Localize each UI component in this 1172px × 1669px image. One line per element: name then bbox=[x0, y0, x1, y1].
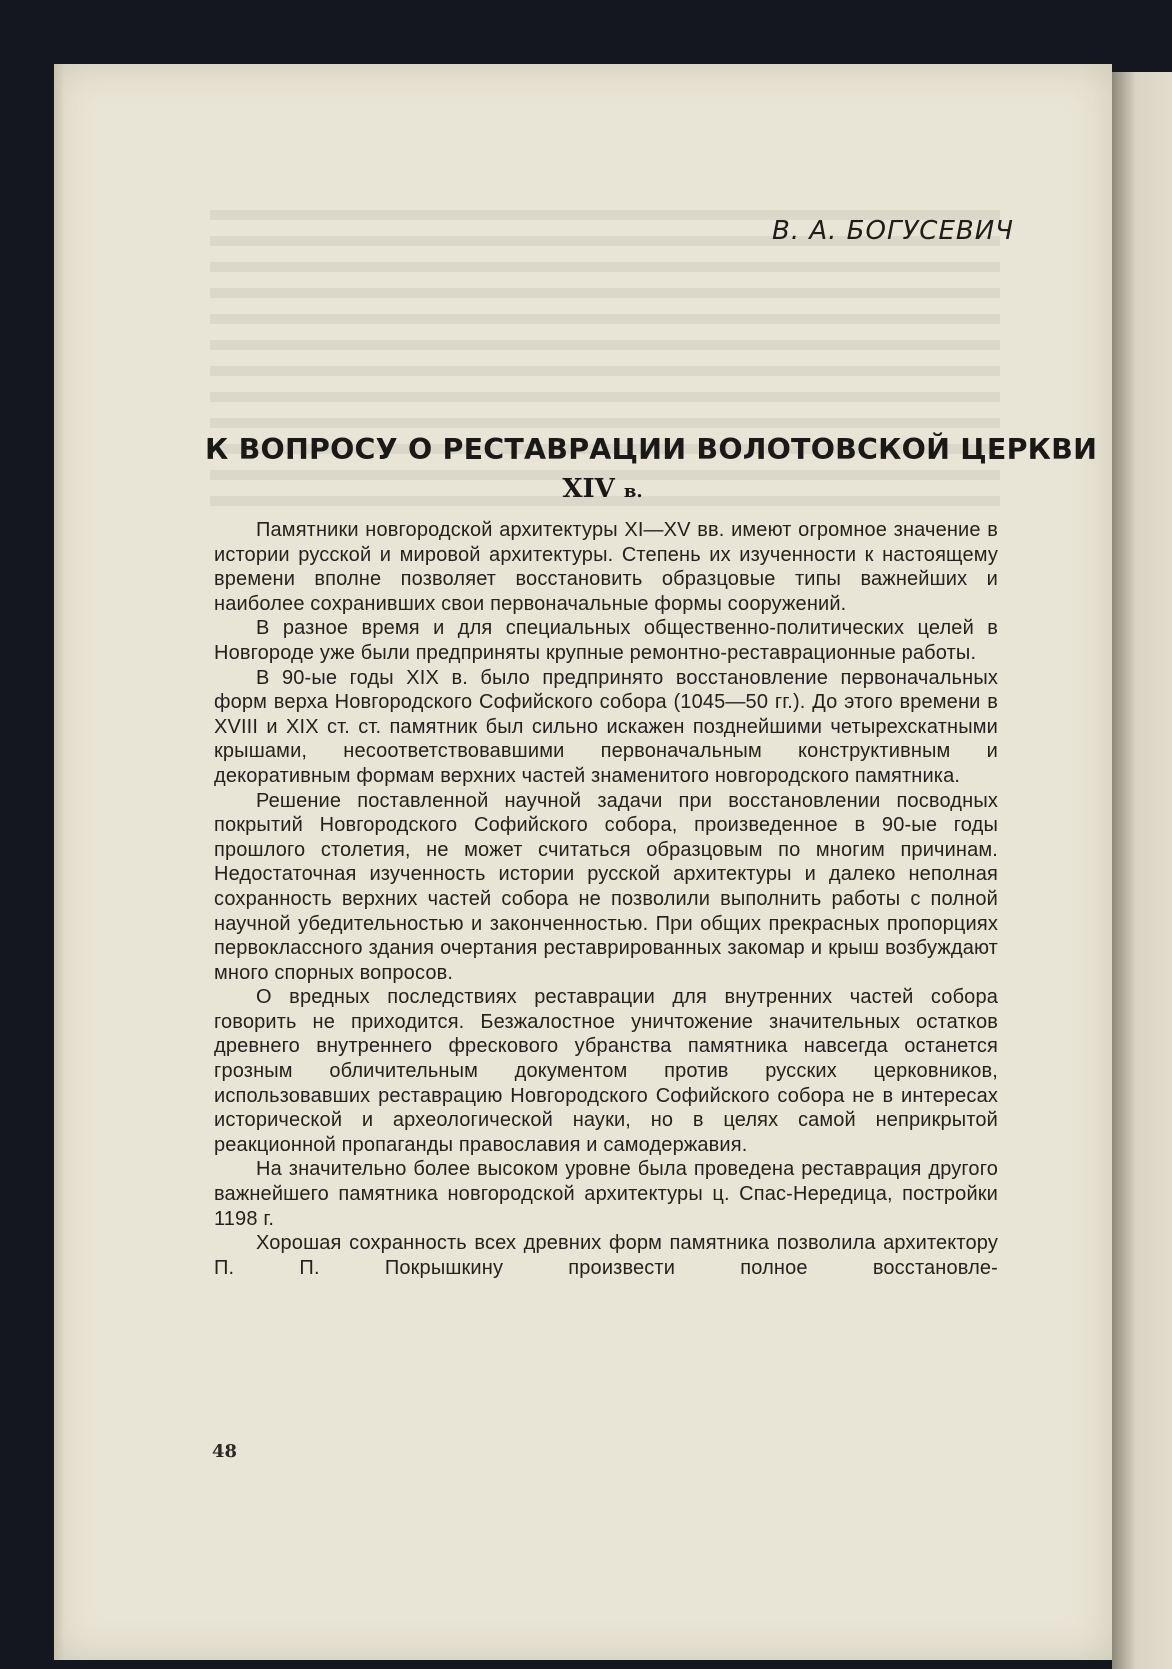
paragraph: На значительно более высоком уровне была проведена реставрация другого важнейшего памятника новгородской архитектуры ц. Спас-Нередица, постройки 1198 г. bbox=[214, 1158, 998, 1230]
paragraph: Хорошая сохранность всех древних форм памятника позволила архитектору П. П. Покрышкину произвести полное восстановле- bbox=[214, 1232, 998, 1279]
article-title: К ВОПРОСУ О РЕСТАВРАЦИИ ВОЛОТОВСКОЙ ЦЕРКВИ bbox=[205, 433, 1098, 466]
article-body bbox=[214, 518, 998, 1280]
paragraph: Решение поставленной научной задачи при восстановлении посводных покрытий Новгородского Софийского собора, произведенное в 90-ые годы прошлого столетия, не может считаться образцовым по многим причинам. Недостаточная изученность истории русской архитектуры и далеко неполная сохранность верхних частей собора не позволили выполнить работы с полной научной убедительностью и законченностью. При общих прекрасных пропорциях первоклассного здания очертания реставрированных закомар и крыш возбуждают много спорных вопросов. bbox=[214, 789, 998, 984]
paragraph: В 90-ые годы XIX в. было предпринято восстановление первоначальных форм верха Новгородского Софийского собора (1045—50 гг.). До этого времени в XVIII и XIX ст. ст. памятник был сильно искажен позднейшими четырехскатными крышами, несоответствовавшими первоначальным конструктивным и декоративным формам верхних частей знаменитого новгородского памятника. bbox=[214, 666, 998, 787]
paragraph: В разное время и для специальных общественно-политических целей в Новгороде уже были предприняты крупные ремонтно-реставрационные работы. bbox=[214, 617, 998, 664]
author-name: В. А. БОГУСЕВИЧ bbox=[771, 216, 1014, 246]
page-number: 48 bbox=[212, 1441, 238, 1462]
paragraph: Памятники новгородской архитектуры XI—XV вв. имеют огромное значение в истории русской и мировой архитектуры. Степень их изученности к настоящему времени вполне позволяет восстановить образцовые типы важнейших и наиболее сохранивших свои первоначальные формы сооружений. bbox=[214, 519, 998, 615]
century-numeral: XIV bbox=[562, 474, 615, 504]
paragraph: О вредных последствиях реставрации для внутренних частей собора говорить не приходится. Безжалостное уничтожение значительных остатков древнего внутреннего фрескового убранства памятника навсегда останется грозным обличительным документом против русских церковников, использовавших реставрацию Новгородского Софийского собора не в интересах исторической и археологической науки, но в целях самой неприкрытой реакционной пропаганды православия и самодержавия. bbox=[214, 986, 998, 1156]
article-title-century bbox=[205, 472, 1000, 509]
century-abbreviation: в. bbox=[623, 481, 643, 502]
adjacent-page-edge bbox=[1112, 72, 1172, 1669]
